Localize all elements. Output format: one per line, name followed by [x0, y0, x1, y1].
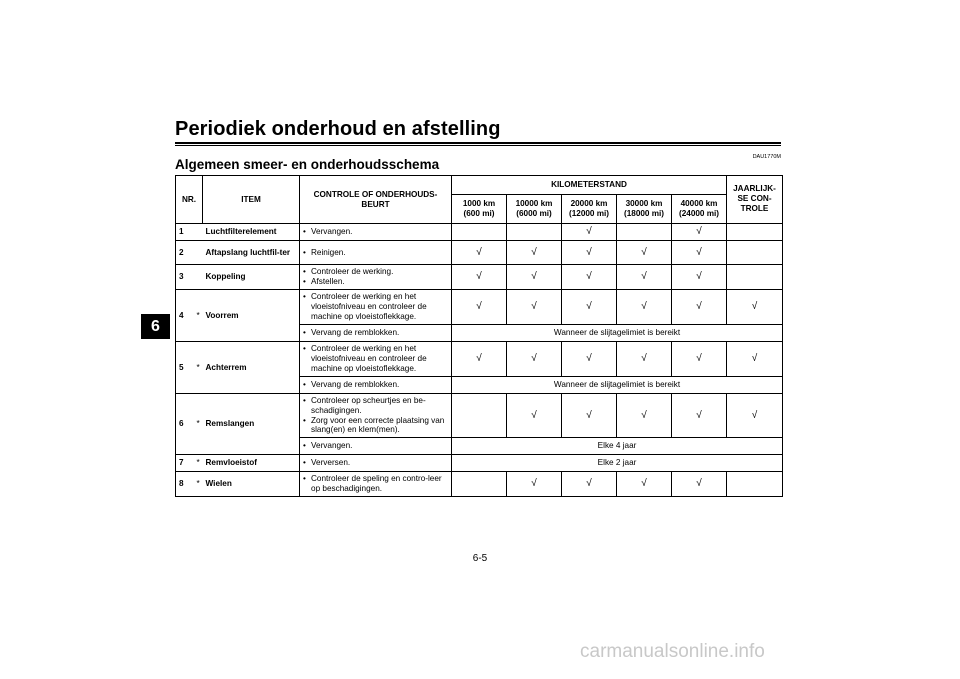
action-text: Reinigen.	[311, 247, 346, 257]
action-text: Controleer de werking en het vloeistofniveau en controleer de machine op vloeistoflekkage.	[311, 344, 427, 373]
header-nr: NR.	[176, 176, 203, 224]
row-action	[300, 241, 452, 265]
check-mark: √	[727, 290, 783, 325]
section-title: Algemeen smeer- en onderhoudsschema	[175, 157, 440, 172]
check-mark: √	[507, 472, 562, 497]
row-number: 5	[176, 342, 194, 394]
row-number: 4	[176, 290, 194, 342]
check-mark: √	[727, 394, 783, 438]
bullet: •	[303, 415, 306, 425]
check-mark: √	[727, 342, 783, 377]
check-mark: √	[562, 394, 617, 438]
action-text: Controleer op scheurtjes en be-schadigingen.	[311, 395, 426, 415]
check-mark: √	[617, 342, 672, 377]
header-yearly: JAARLIJK-SE CON-TROLE	[727, 176, 783, 224]
table-row	[176, 455, 783, 472]
title-rule	[175, 142, 781, 144]
empty-cell	[452, 472, 507, 497]
action-line	[303, 227, 448, 237]
bullet: •	[303, 247, 306, 257]
row-action	[300, 325, 452, 342]
bullet: •	[303, 344, 306, 354]
bullet: •	[303, 277, 306, 286]
action-text: Afstellen.	[311, 277, 345, 286]
check-mark: √	[672, 224, 727, 241]
check-mark: √	[562, 472, 617, 497]
action-line	[303, 396, 448, 416]
row-action	[300, 472, 452, 497]
action-text: Vervangen.	[311, 227, 353, 237]
row-star: *	[194, 342, 203, 394]
action-text: Controleer de werking en het vloeistofniveau en controleer de machine op vloeistoflekkage.	[311, 292, 427, 321]
check-mark: √	[507, 342, 562, 377]
header-item: ITEM	[203, 176, 300, 224]
action-line	[303, 416, 448, 436]
row-action	[300, 455, 452, 472]
check-mark: √	[672, 472, 727, 497]
check-mark: √	[562, 265, 617, 290]
row-star	[194, 265, 203, 290]
action-text: Vervang de remblokken.	[311, 328, 400, 338]
row-number: 8	[176, 472, 194, 497]
check-mark: √	[452, 342, 507, 377]
check-mark: √	[562, 224, 617, 241]
interval-text: Elke 4 jaar	[452, 438, 783, 455]
table-row	[176, 290, 783, 325]
table-row	[176, 241, 783, 265]
page-title: Periodiek onderhoud en afstelling	[175, 118, 501, 140]
bullet: •	[303, 328, 306, 338]
action-text: Vervang de remblokken.	[311, 380, 400, 390]
row-action	[300, 265, 452, 290]
check-mark: √	[507, 394, 562, 438]
action-line	[303, 344, 448, 374]
row-number: 3	[176, 265, 194, 290]
table-row	[176, 472, 783, 497]
header-km-2: 10000 km (6000 mi)	[507, 195, 562, 224]
row-action	[300, 377, 452, 394]
empty-cell	[452, 394, 507, 438]
bullet: •	[303, 395, 306, 405]
row-number: 2	[176, 241, 194, 265]
check-mark: √	[562, 290, 617, 325]
check-mark: √	[562, 342, 617, 377]
empty-cell	[727, 224, 783, 241]
row-item: Wielen	[203, 472, 300, 497]
bullet: •	[303, 292, 306, 302]
header-kilometerstand: KILOMETERSTAND	[452, 176, 727, 195]
row-action	[300, 290, 452, 325]
empty-cell	[727, 241, 783, 265]
action-text: Vervangen.	[311, 441, 353, 451]
action-text: Controleer de werking.	[311, 267, 394, 277]
header-km-5: 40000 km (24000 mi)	[672, 195, 727, 224]
row-item: Achterrem	[203, 342, 300, 394]
row-star: *	[194, 394, 203, 455]
action-text: Controleer de speling en contro-leer op beschadigingen.	[311, 474, 442, 493]
check-mark: √	[672, 290, 727, 325]
check-mark: √	[672, 394, 727, 438]
header-km-4: 30000 km (18000 mi)	[617, 195, 672, 224]
interval-text: Wanneer de slijtagelimiet is bereikt	[452, 325, 783, 342]
row-item: Remvloeistof	[203, 455, 300, 472]
check-mark: √	[617, 241, 672, 265]
watermark: carmanualsonline.info	[580, 641, 765, 662]
row-item: Voorrem	[203, 290, 300, 342]
check-mark: √	[452, 265, 507, 290]
header-control: CONTROLE OF ONDERHOUDS-BEURT	[300, 176, 452, 224]
action-line	[303, 248, 448, 258]
row-number: 7	[176, 455, 194, 472]
check-mark: √	[672, 241, 727, 265]
doc-code: DAU1770M	[752, 154, 781, 160]
page-number: 6-5	[472, 553, 488, 564]
empty-cell	[727, 472, 783, 497]
check-mark: √	[617, 290, 672, 325]
action-text: Verversen.	[311, 458, 351, 468]
check-mark: √	[617, 394, 672, 438]
check-mark: √	[617, 472, 672, 497]
row-action	[300, 224, 452, 241]
row-star: *	[194, 472, 203, 497]
action-line	[303, 292, 448, 322]
chapter-tab: 6	[141, 314, 170, 339]
row-action	[300, 342, 452, 377]
maintenance-table	[175, 175, 783, 497]
row-item: Aftapslang luchtfil-ter	[203, 241, 300, 265]
row-action	[300, 438, 452, 455]
action-text: Zorg voor een correcte plaatsing van slang(en) en klem(men).	[311, 415, 445, 435]
check-mark: √	[507, 241, 562, 265]
bullet: •	[303, 227, 306, 237]
check-mark: √	[452, 241, 507, 265]
row-action	[300, 394, 452, 438]
bullet: •	[303, 441, 306, 451]
bullet: •	[303, 380, 306, 390]
header-km-1: 1000 km (600 mi)	[452, 195, 507, 224]
empty-cell	[617, 224, 672, 241]
row-star	[194, 224, 203, 241]
empty-cell	[452, 224, 507, 241]
row-item: Koppeling	[203, 265, 300, 290]
action-line	[303, 380, 448, 390]
row-star: *	[194, 290, 203, 342]
check-mark: √	[452, 290, 507, 325]
action-line	[303, 277, 448, 287]
table-row	[176, 224, 783, 241]
check-mark: √	[672, 265, 727, 290]
table-row	[176, 342, 783, 377]
row-number: 6	[176, 394, 194, 455]
row-number: 1	[176, 224, 194, 241]
check-mark: √	[507, 290, 562, 325]
check-mark: √	[562, 241, 617, 265]
check-mark: √	[617, 265, 672, 290]
action-line	[303, 267, 448, 277]
row-item: Luchtfilterelement	[203, 224, 300, 241]
title-rule-thin	[175, 145, 781, 146]
header-km-3: 20000 km (12000 mi)	[562, 195, 617, 224]
action-line	[303, 474, 448, 494]
table-row	[176, 394, 783, 438]
table-row	[176, 265, 783, 290]
empty-cell	[507, 224, 562, 241]
row-item: Remslangen	[203, 394, 300, 455]
bullet: •	[303, 267, 306, 277]
row-star: *	[194, 455, 203, 472]
check-mark: √	[507, 265, 562, 290]
action-line	[303, 328, 448, 338]
row-star	[194, 241, 203, 265]
interval-text: Wanneer de slijtagelimiet is bereikt	[452, 377, 783, 394]
check-mark: √	[672, 342, 727, 377]
bullet: •	[303, 458, 306, 468]
action-line	[303, 458, 448, 468]
empty-cell	[727, 265, 783, 290]
action-line	[303, 441, 448, 451]
interval-text: Elke 2 jaar	[452, 455, 783, 472]
bullet: •	[303, 474, 306, 484]
